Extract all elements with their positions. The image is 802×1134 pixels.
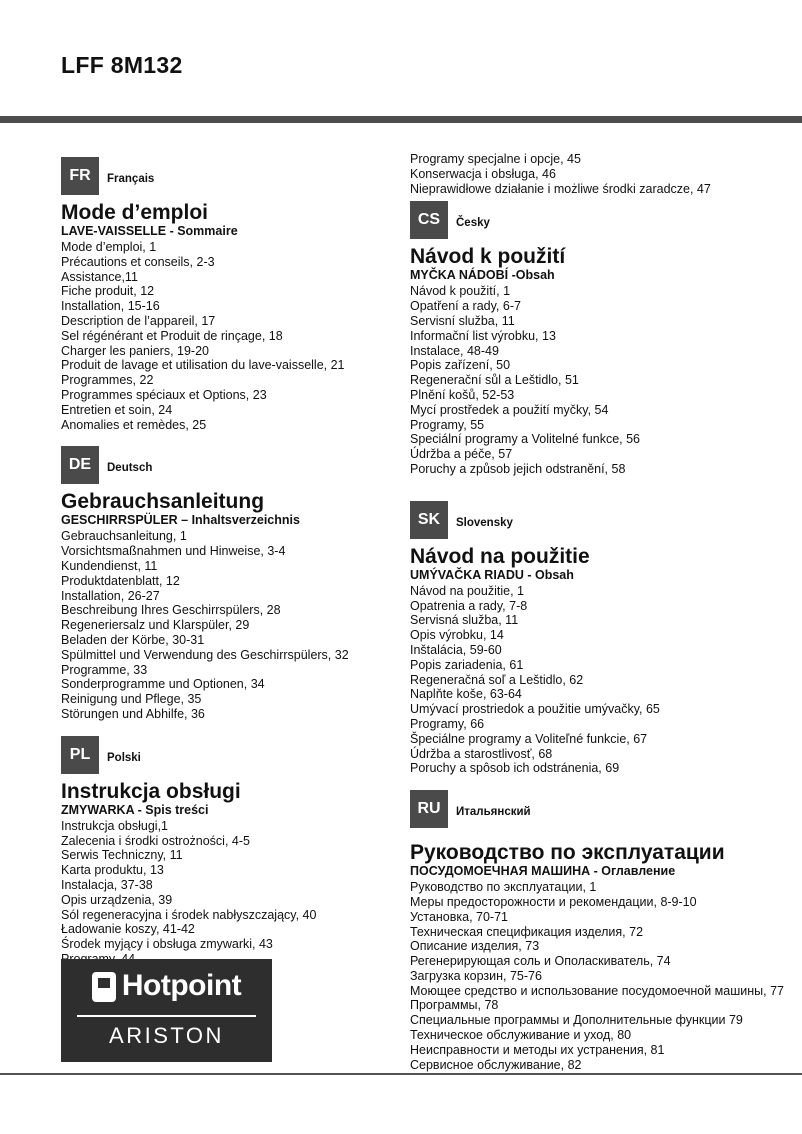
toc-item: Регенерирующая соль и Ополаскиватель, 74 xyxy=(410,954,671,969)
section-sk xyxy=(410,501,795,776)
toc-item: Programmes, 22 xyxy=(61,373,154,388)
toc-item: Sonderprogramme und Optionen, 34 xyxy=(61,677,265,692)
toc-item: Sól regeneracyjna i środek nabłyszczający, 40 xyxy=(61,907,317,922)
toc-item: Opatření a rady, 6-7 xyxy=(410,299,521,314)
language-code-badge: FR xyxy=(61,157,99,195)
toc-item: Загрузка корзин, 75-76 xyxy=(410,968,542,983)
toc-item: Špeciálne programy a Voliteľné funkcie, 67 xyxy=(410,731,648,746)
toc-item: Sel régénérant et Produit de rinçage, 18 xyxy=(61,328,283,343)
toc-item: Installation, 15-16 xyxy=(61,299,160,314)
toc-item: Speciální programy a Volitelné funkce, 56 xyxy=(410,432,640,447)
toc-item: Programy specjalne i opcje, 45 xyxy=(410,152,581,166)
language-code-badge: PL xyxy=(61,736,99,774)
section-title: Návod na použitie xyxy=(410,544,590,568)
toc-item: Návod k použití, 1 xyxy=(410,284,511,299)
toc-item: Poruchy a spôsob ich odstránenia, 69 xyxy=(410,761,620,776)
language-code-badge: RU xyxy=(410,790,448,828)
section-subtitle: ZMYWARKA - Spis treści xyxy=(61,802,209,817)
toc-item: Konserwacja i obsługa, 46 xyxy=(410,166,556,181)
toc-item: Charger les paniers, 19-20 xyxy=(61,343,209,358)
toc-item: Kundendienst, 11 xyxy=(61,558,158,573)
toc-item: Programme, 33 xyxy=(61,662,148,677)
toc-item: Servisní služba, 11 xyxy=(410,313,515,328)
toc-item: Inštalácia, 59-60 xyxy=(410,642,502,657)
toc-item: Popis zariadenia, 61 xyxy=(410,657,524,672)
toc-item: Mode d’emploi, 1 xyxy=(61,240,157,254)
toc-item: Opis výrobku, 14 xyxy=(410,628,504,643)
language-code-badge: CS xyxy=(410,201,448,239)
section-subtitle: ПОСУДОМОЕЧНАЯ МАШИНА - Оглавление xyxy=(410,864,676,879)
toc-item: Ładowanie koszy, 41-42 xyxy=(61,922,195,937)
toc-item: Описание изделия, 73 xyxy=(410,939,540,954)
toc-item: Меры предосторожности и рекомендации, 8-9-10 xyxy=(410,894,697,909)
toc-item: Regeneriersalz und Klarspüler, 29 xyxy=(61,618,250,633)
toc-item: Plnění košů, 52-53 xyxy=(410,387,515,402)
language-header-fr xyxy=(61,157,391,195)
toc-list xyxy=(410,284,795,476)
toc-item: Produit de lavage et utilisation du lave-vaisselle, 21 xyxy=(61,358,345,373)
language-header-de xyxy=(61,446,391,484)
toc-item: Installation, 26-27 xyxy=(61,588,160,603)
section-subtitle: GESCHIRRSPÜLER – Inhaltsverzeichnis xyxy=(61,513,300,528)
toc-item: Programmes spéciaux et Options, 23 xyxy=(61,387,267,402)
toc-item: Spülmittel und Verwendung des Geschirrspülers, 32 xyxy=(61,647,349,662)
section-subtitle: LAVE-VAISSELLE - Sommaire xyxy=(61,224,238,238)
section-pl xyxy=(61,736,391,967)
toc-item: Naplňte koše, 63-64 xyxy=(410,687,522,702)
toc-item: Opatrenia a rady, 7-8 xyxy=(410,598,528,613)
toc-item: Программы, 78 xyxy=(410,998,499,1013)
toc-item: Техническое обслуживание и уход, 80 xyxy=(410,1028,632,1043)
toc-item: Fiche produit, 12 xyxy=(61,284,155,299)
toc-item: Informační list výrobku, 13 xyxy=(410,328,556,343)
section-title: Mode d’emploi xyxy=(61,201,208,224)
hotpoint-mark-icon xyxy=(92,972,116,1002)
toc-item: Сервисное обслуживание, 82 xyxy=(410,1057,582,1072)
language-name: Итальянский xyxy=(456,806,531,819)
toc-item: Instalacja, 37-38 xyxy=(61,877,153,892)
toc-item: Środek myjący i obsługa zmywarki, 43 xyxy=(61,937,273,952)
hotpoint-ariston-logo xyxy=(61,959,272,1062)
toc-item: Störungen und Abhilfe, 36 xyxy=(61,706,205,721)
toc-item: Serwis Techniczny, 11 xyxy=(61,848,183,863)
toc-item: Údržba a péče, 57 xyxy=(410,447,513,462)
toc-item: Mycí prostředek a použití myčky, 54 xyxy=(410,402,609,417)
logo-brand-text: Hotpoint xyxy=(121,969,242,1002)
model-title: LFF 8M132 xyxy=(61,52,183,78)
toc-item: Assistance,11 xyxy=(61,269,138,284)
toc-item: Beschreibung Ihres Geschirrspülers, 28 xyxy=(61,603,281,618)
language-name: Slovensky xyxy=(456,516,513,529)
toc-item: Специальные программы и Дополнительные функции 79 xyxy=(410,1013,743,1028)
toc-item: Programy, 55 xyxy=(410,417,485,432)
language-header-ru xyxy=(410,790,795,828)
toc-item: Anomalies et remèdes, 25 xyxy=(61,417,207,432)
right-column xyxy=(410,152,795,1072)
section-ru xyxy=(410,790,795,1072)
section-fr xyxy=(61,157,391,432)
section-title: Návod k použití xyxy=(410,245,566,269)
header-divider xyxy=(0,116,802,123)
footer-divider xyxy=(0,1073,802,1075)
language-name: Deutsch xyxy=(107,462,153,475)
toc-item: Instalace, 48-49 xyxy=(410,343,499,358)
logo-sub: ARISTON xyxy=(109,1023,224,1048)
language-name: Français xyxy=(107,173,155,185)
toc-item: Reinigung und Pflege, 35 xyxy=(61,692,202,707)
toc-list xyxy=(61,240,391,432)
section-subtitle: UMÝVAČKA RIADU - Obsah xyxy=(410,567,574,582)
toc-list-pl-continued xyxy=(410,152,795,196)
toc-item: Entretien et soin, 24 xyxy=(61,402,173,417)
logo-brand xyxy=(61,969,272,1003)
toc-item: Установка, 70-71 xyxy=(410,909,508,924)
toc-list xyxy=(61,529,391,721)
toc-item: Umývací prostriedok a použitie umývačky, 65 xyxy=(410,702,660,717)
language-code-badge: DE xyxy=(61,446,99,484)
toc-item: Popis zařízení, 50 xyxy=(410,358,511,373)
toc-list xyxy=(410,584,795,776)
toc-item: Description de l’appareil, 17 xyxy=(61,313,216,328)
toc-item: Zalecenia i środki ostrożności, 4-5 xyxy=(61,833,250,848)
toc-list xyxy=(410,880,795,1072)
toc-item: Gebrauchsanleitung, 1 xyxy=(61,529,187,544)
toc-item: Karta produktu, 13 xyxy=(61,863,164,878)
toc-item: Руководство по эксплуатации, 1 xyxy=(410,880,597,895)
toc-item: Programy, 66 xyxy=(410,716,485,731)
toc-item: Údržba a starostlivosť, 68 xyxy=(410,746,553,761)
left-column xyxy=(61,152,391,967)
toc-item: Моющее средство и использование посудомоечной машины, 77 xyxy=(410,983,784,998)
section-cs xyxy=(410,201,795,476)
toc-item: Produktdatenblatt, 12 xyxy=(61,573,180,588)
section-subtitle: MYČKA NÁDOBÍ -Obsah xyxy=(410,268,555,283)
toc-item: Nieprawidłowe działanie i możliwe środki zaradcze, 47 xyxy=(410,181,711,196)
language-header-pl xyxy=(61,736,391,774)
toc-item: Návod na použitie, 1 xyxy=(410,583,524,598)
toc-item: Regenerační sůl a Leštidlo, 51 xyxy=(410,373,579,388)
toc-item: Servisná služba, 11 xyxy=(410,613,519,628)
toc-item: Техническая спецификация изделия, 72 xyxy=(410,924,644,939)
toc-item: Vorsichtsmaßnahmen und Hinweise, 3-4 xyxy=(61,544,286,559)
toc-item: Précautions et conseils, 2-3 xyxy=(61,254,215,269)
toc-item: Opis urządzenia, 39 xyxy=(61,892,173,907)
toc-item: Beladen der Körbe, 30-31 xyxy=(61,632,205,647)
language-header-sk xyxy=(410,501,795,539)
logo-divider xyxy=(77,1015,256,1017)
section-de xyxy=(61,446,391,721)
language-code-badge: SK xyxy=(410,501,448,539)
toc-item: Regeneračná soľ a Leštidlo, 62 xyxy=(410,672,584,687)
section-title: Instrukcja obsługi xyxy=(61,779,241,803)
section-title: Gebrauchsanleitung xyxy=(61,490,265,514)
language-name: Polski xyxy=(107,751,141,764)
language-header-cs xyxy=(410,201,795,239)
section-title: Руководство по эксплуатации xyxy=(410,841,725,865)
toc-item: Poruchy a způsob jejich odstranění, 58 xyxy=(410,461,626,476)
toc-item: Instrukcja obsługi,1 xyxy=(61,818,169,833)
language-name: Česky xyxy=(456,217,490,230)
toc-list xyxy=(61,819,391,967)
toc-item: Неисправности и методы их устранения, 81 xyxy=(410,1042,665,1057)
